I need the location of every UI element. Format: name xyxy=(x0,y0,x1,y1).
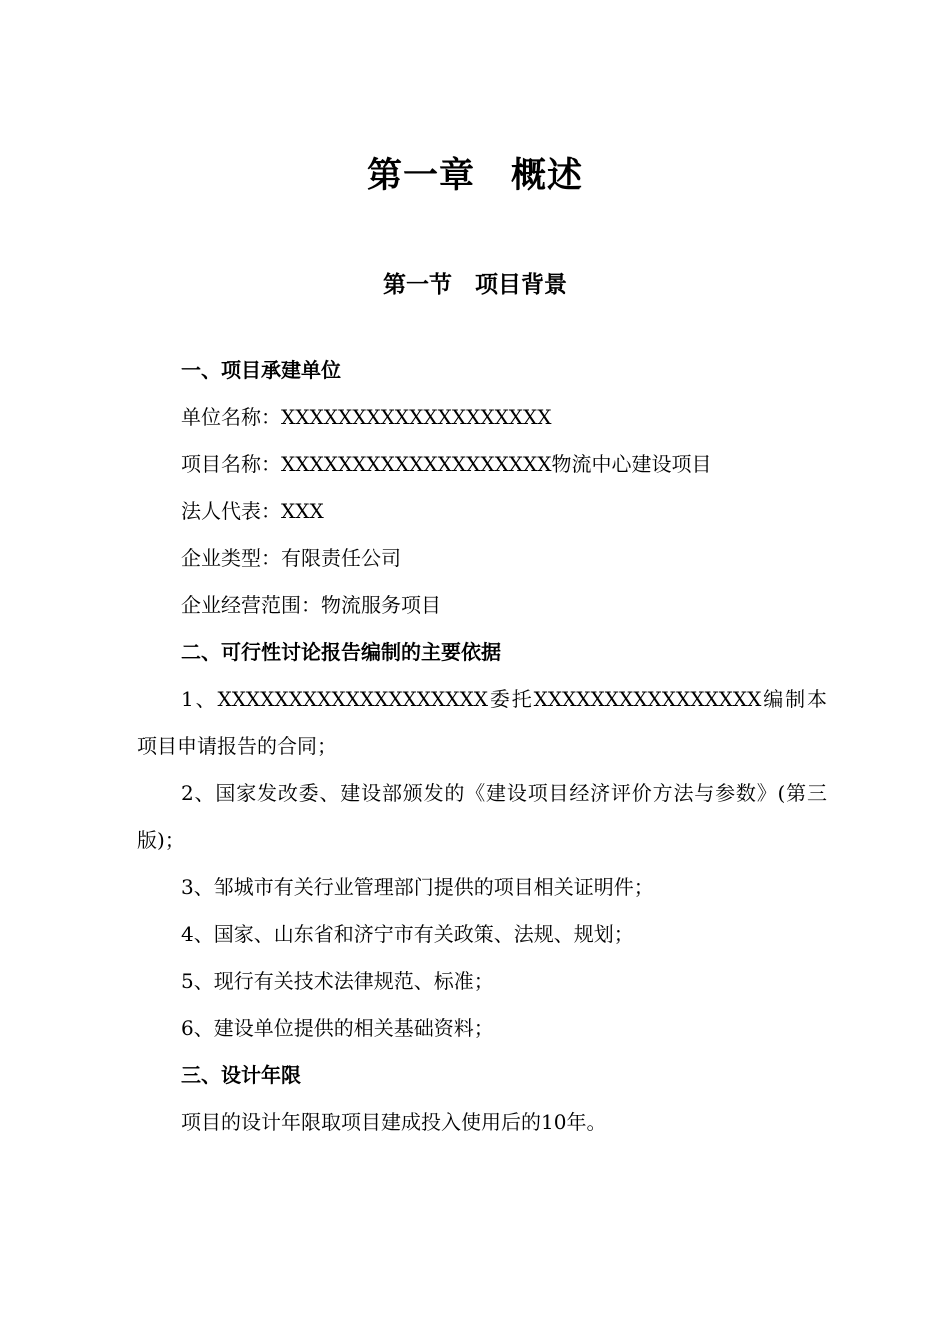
project-name-line: 项目名称：XXXXXXXXXXXXXXXXXXX物流中心建设项目 xyxy=(181,452,712,476)
basis-item-5: 5、现行有关技术法律规范、标准； xyxy=(181,969,494,993)
legal-rep-line: 法人代表：XXX xyxy=(181,499,324,523)
business-scope-line: 企业经营范围：物流服务项目 xyxy=(181,593,441,617)
basis-item-6: 6、建设单位提供的相关基础资料； xyxy=(181,1016,494,1040)
unit-name-line: 单位名称：XXXXXXXXXXXXXXXXXXX xyxy=(181,405,552,429)
basis-item-3: 3、邹城市有关行业管理部门提供的项目相关证明件； xyxy=(181,875,654,899)
basis-item-4: 4、国家、山东省和济宁市有关政策、法规、规划； xyxy=(181,922,634,946)
heading-contractor: 一、项目承建单位 xyxy=(181,358,341,382)
chapter-title: 第一章 概述 xyxy=(366,156,583,196)
document-body xyxy=(137,347,827,1146)
basis-item-1: 1、XXXXXXXXXXXXXXXXXXX委托XXXXXXXXXXXXXXXX编制本项目申请报告的合同； xyxy=(137,687,827,758)
company-type-line: 企业类型：有限责任公司 xyxy=(181,546,401,570)
section-title: 第一节 项目背景 xyxy=(383,272,567,298)
heading-design-life: 三、设计年限 xyxy=(181,1063,301,1087)
basis-item-2: 2、国家发改委、建设部颁发的《建设项目经济评价方法与参数》(第三版)； xyxy=(137,781,827,852)
heading-basis: 二、可行性讨论报告编制的主要依据 xyxy=(181,640,501,664)
design-life-line: 项目的设计年限取项目建成投入使用后的10年。 xyxy=(181,1110,607,1134)
